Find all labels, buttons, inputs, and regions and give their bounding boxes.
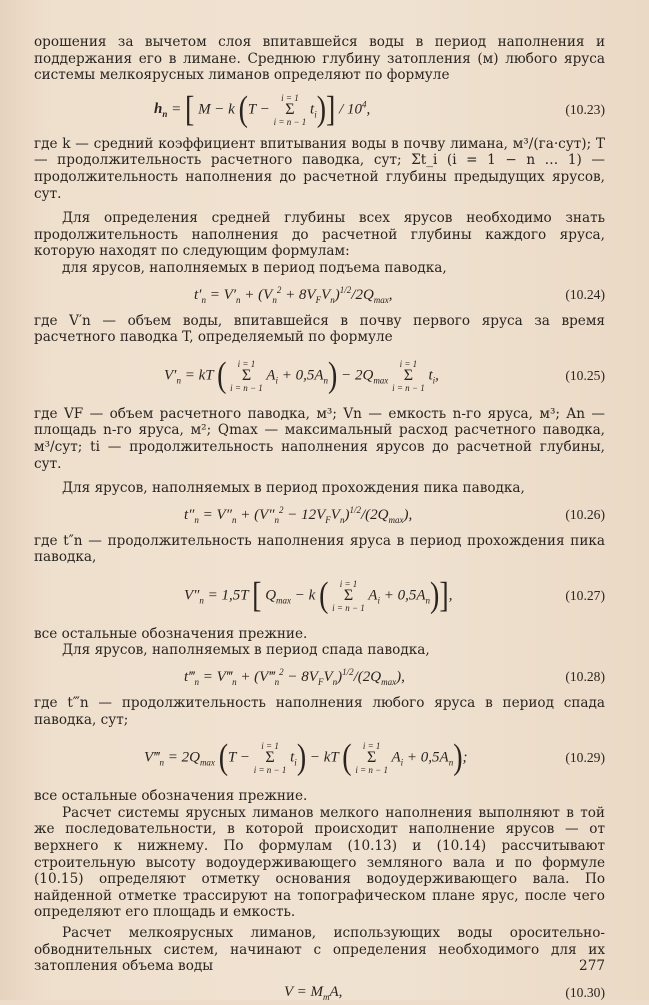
paragraph-14: Расчет мелкоярусных лиманов, использующих воды оросительно-обводнительных систем, начинают с определения необходимого для их затопления объема воды [34, 925, 605, 975]
equation-10-26 [34, 503, 605, 527]
equation-number: (10.24) [565, 286, 605, 302]
paragraph-4: для ярусов, наполняемых в период подъема паводка, [62, 259, 447, 276]
equation-10-25 [34, 352, 605, 400]
formula-10-27: $V''_n = 1,5T$ [ $Q_{max} - k$ ( i = 1 Σ i = n − 1 $A_i + 0,5A_n$)], [184, 575, 453, 616]
paragraph-10: Для ярусов, наполняемых в период спада паводка, [62, 642, 430, 659]
formula-10-30: $V = M_mA$, [284, 983, 343, 1002]
equation-10-23 [34, 90, 605, 130]
equation-number: (10.28) [565, 669, 605, 685]
paragraph-6: где VF — объем расчетного паводка, м³; Vn — емкость n-го яруса, м³; An — площадь n-го яруса, м²; Qmax — максимальный расход расчетного паводка, м³/сут; ti — продолжительность наполнения ярусов до расчетной глубины, сут. [34, 405, 605, 472]
paragraph-7: Для ярусов, наполняемых в период прохождения пика паводка, [62, 480, 525, 497]
equation-number: (10.29) [565, 750, 605, 766]
formula-10-26: $t''_n = V''_n + (V''_n^2 - 12V_FV_n)^{1/2}/(2Q_{max})$, [184, 504, 413, 525]
equation-number: (10.30) [565, 984, 605, 1000]
formula-10-23: $h_n$ = [ M − k (T − i = 1 Σ i = n − 1 $t_i)] / 10^4$, [154, 88, 371, 130]
paragraph-12: все остальные обозначения прежние. [34, 788, 308, 805]
formula-10-28: $t‴_n$ = $V‴_n$ + $(V‴_n^2 - 8V_FV_n)^{1/2}/(2Q_{max})$, [184, 667, 405, 688]
paragraph-2: где k — средний коэффициент впитывания воды в почву лимана, м³/(га·сут); T — продолжительность расчетного паводка, сут; Σt_i (i = 1 − n … 1) — продолжительность наполнения до расчетной глубины предыдущих ярусов, сут. [34, 135, 605, 202]
equation-10-28 [34, 665, 605, 689]
equation-10-30 [34, 981, 605, 1005]
paragraph-8: где t″n — продолжительность наполнения яруса в период прохождения пика паводка, [34, 532, 605, 566]
equation-10-29 [34, 734, 605, 782]
formula-10-29: $V‴_n = 2Q_{max}$ (T − i = 1 Σ i = n − 1 $t_i$) − kT ( i = 1 Σ i = n − 1 $A_i + 0,5A_n$); [144, 737, 468, 778]
page-number: 277 [579, 958, 605, 974]
paragraph-1: орошения за вычетом слоя впитавшейся воды в период наполнения и поддержания его в лимане. Среднюю глубину затопления (м) любого яруса системы мелкоярусных лиманов определяют по формуле [34, 34, 605, 84]
formula-10-24: $t'_n = V'_n + (V_n^2 + 8V_FV_n)^{1/2}/2Q_{max}$, [194, 284, 393, 305]
paragraph-9: все остальные обозначения прежние. [34, 625, 308, 642]
formula-10-25: $V'_n$ = kT ( i = 1 Σ i = n − 1 $A_i + 0,5A_n) - 2Q_{max}$ i = 1 Σ i = n − 1 $t_i$, [164, 354, 439, 396]
equation-number: (10.23) [565, 101, 605, 117]
paragraph-3: Для определения средней глубины всех ярусов необходимо знать продолжительность наполнения до расчетной глубины каждого яруса, которую находят по следующим формулам: [34, 210, 605, 260]
equation-number: (10.25) [565, 367, 605, 383]
paragraph-5: где V′n — объем воды, впитавшейся в почву первого яруса за время расчетного паводка T, определяемый по формуле [34, 312, 605, 346]
equation-10-27 [34, 572, 605, 620]
paragraph-11: где t‴n — продолжительность наполнения любого яруса в период спада паводка, сут; [34, 695, 605, 728]
equation-number: (10.27) [565, 587, 605, 603]
paragraph-13: Расчет системы ярусных лиманов мелкого наполнения выполняют в той же последовательности, в которой происходит наполнение ярусов — от верхнего к нижнему. По формулам (10.13) и (10.14) рассчитывают строительную высоту водоудерживающего земляного вала и по формуле (10.15) определяют отметку основания водоудерживающего вала. По найденной отметке трассируют на топографическом плане ярус, после чего определяют его площадь и емкость. [34, 804, 605, 921]
equation-10-24 [34, 283, 605, 307]
equation-number: (10.26) [565, 506, 605, 522]
